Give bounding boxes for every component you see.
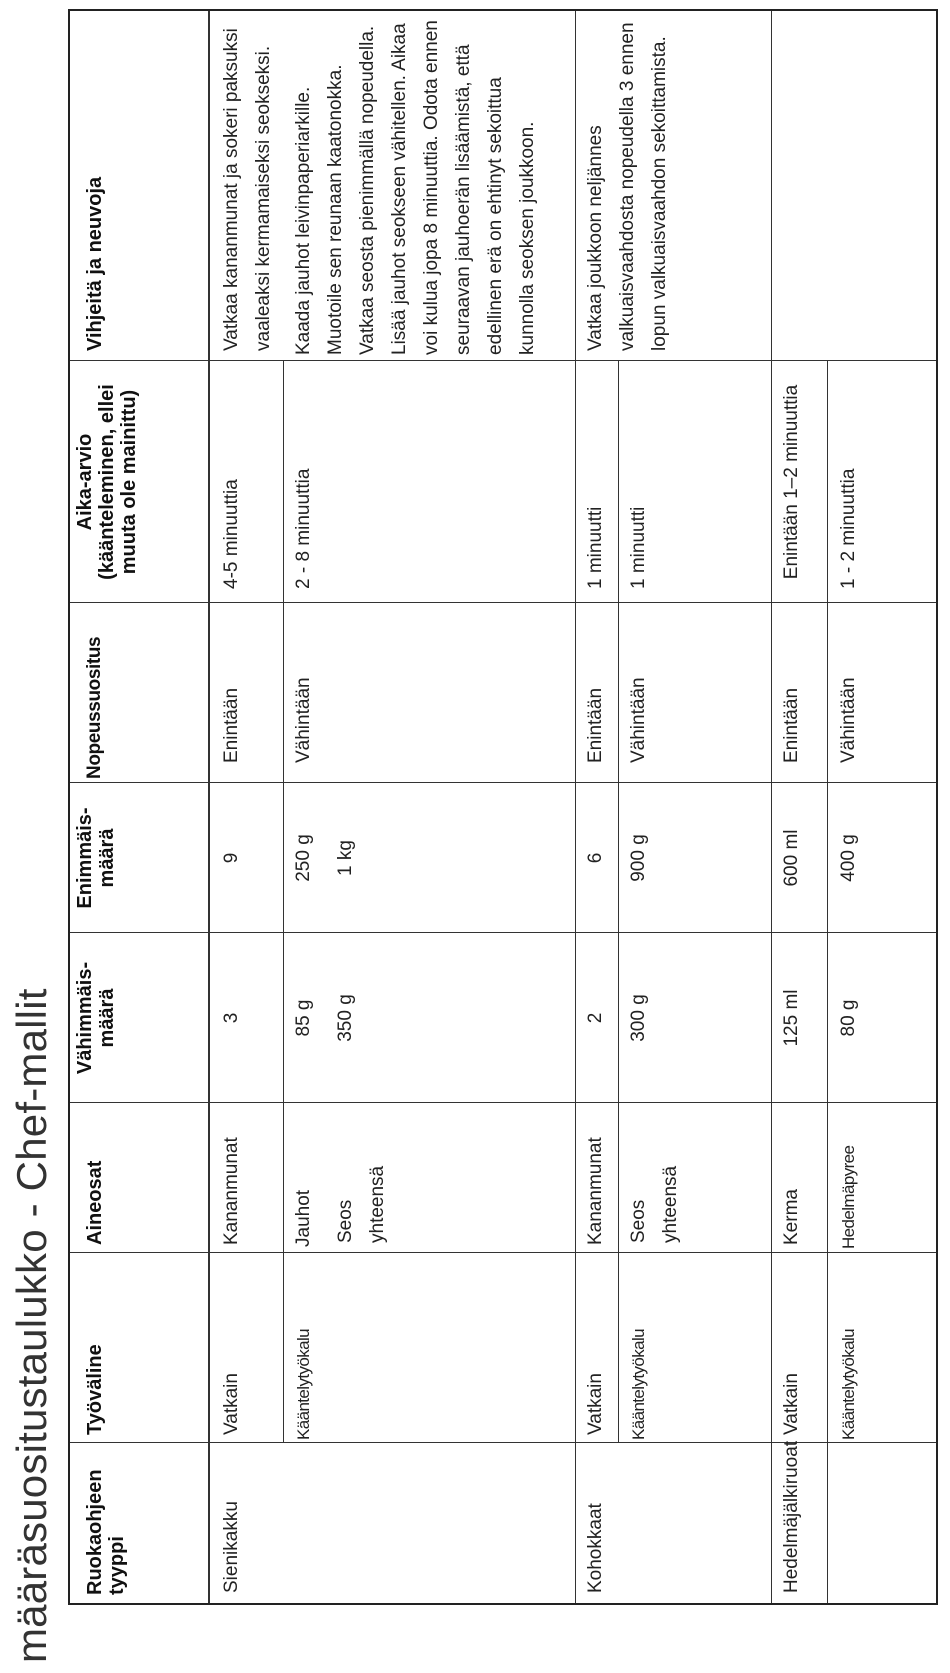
header-time: Aika-arvio (kääntelеminen, ellei muuta ole mainittu) bbox=[74, 384, 140, 580]
time: 1 - 2 minuuttia bbox=[838, 468, 859, 589]
max-amount: 6 bbox=[585, 852, 606, 864]
time: 1 minuutti bbox=[628, 506, 649, 589]
tip-sienikakku-1: Vatkaa kananmunat ja sokeri paksuksi vaaleaksi kermamaiseksi seokseksi. bbox=[221, 28, 274, 351]
time: Enintään 1–2 minuuttia bbox=[781, 384, 802, 580]
ingredient: Jauhot bbox=[293, 1189, 314, 1247]
tool-vatkain: Vatkain bbox=[221, 1373, 242, 1435]
header-speed: Nopeussuositus bbox=[84, 636, 105, 779]
page-title: määräsuositustaulukko - Chef-mallit bbox=[8, 988, 55, 1663]
sub-divider-sienikakku bbox=[283, 361, 284, 1443]
min-amount: 350 g bbox=[335, 994, 356, 1042]
speed: Enintään bbox=[781, 687, 802, 763]
header-divider bbox=[208, 11, 210, 1603]
min-amount: 125 ml bbox=[781, 989, 802, 1047]
speed: Enintään bbox=[221, 687, 242, 763]
ingredient: Kerma bbox=[781, 1189, 802, 1245]
tip-kohokkaat: Vatkaa joukkoon neljännes valkuaisvaahdosta nopeudella 3 ennen lopun valkuaisvaahdon sekoittamista. bbox=[585, 22, 670, 351]
row-divider-kohokkaat bbox=[575, 11, 576, 1603]
min-amount: 85 g bbox=[293, 999, 314, 1037]
header-min: Vähimmäis-määrä bbox=[74, 961, 118, 1075]
row-divider-hedelma bbox=[771, 11, 772, 1603]
header-type: Ruokaohjeen tyyppi bbox=[84, 1469, 128, 1595]
header-tool: Työväline bbox=[84, 1344, 106, 1435]
tool-vatkain: Vatkain bbox=[781, 1373, 802, 1435]
ingredient: Seos yhteensä bbox=[335, 1165, 388, 1243]
tool-kaantelytyokalu: Kääntelytyökalu bbox=[629, 1328, 648, 1440]
type-hedelmajalkiruoat: Hedelmäjälkiruoat bbox=[781, 1440, 802, 1593]
sub-col-divider bbox=[283, 1102, 575, 1103]
ingredient: Kananmunat bbox=[221, 1137, 242, 1245]
time: 2 - 8 minuuttia bbox=[293, 468, 314, 589]
tool-kaantelytyokalu: Kääntelytyökalu bbox=[839, 1328, 858, 1440]
min-amount: 80 g bbox=[838, 999, 859, 1037]
speed: Enintään bbox=[585, 687, 606, 763]
sub-divider-kohokkaat bbox=[618, 361, 619, 1443]
max-amount: 400 g bbox=[838, 834, 859, 882]
min-amount: 300 g bbox=[628, 994, 649, 1042]
max-amount: 1 kg bbox=[335, 840, 356, 876]
tool-vatkain: Vatkain bbox=[585, 1373, 606, 1435]
header-ingredients: Aineosat bbox=[84, 1160, 106, 1245]
min-amount: 3 bbox=[221, 1012, 242, 1024]
time: 4-5 minuuttia bbox=[221, 479, 242, 589]
speed: Vähintään bbox=[293, 677, 314, 763]
sub-divider-hedelma bbox=[827, 361, 828, 1603]
min-amount: 2 bbox=[585, 1012, 606, 1024]
col-divider bbox=[70, 1252, 936, 1253]
recommendation-table bbox=[68, 9, 938, 1605]
header-max: Enimmäis-määrä bbox=[74, 807, 118, 909]
max-amount: 9 bbox=[221, 852, 242, 864]
col-divider bbox=[70, 360, 936, 361]
tool-kaantelytyokalu: Kääntelytyökalu bbox=[294, 1328, 313, 1440]
type-kohokkaat: Kohokkaat bbox=[585, 1503, 606, 1593]
max-amount: 600 ml bbox=[781, 829, 802, 887]
sub-col-divider bbox=[283, 932, 575, 933]
tip-sienikakku-2: Kaada jauhot leivinpaperiarkille. Muotoile sen reunaan kaatonokka. Vatkaa seosta pienimmällä nopeudella. Lisää jauhot seokseen vähitellen. Aikaa voi kulua jopa 8 minuuttia. Odota ennen seuraavan jauhoerän lisäämistä, että edellinen erä on ehtinyt sekoittua kunnolla seoksen joukkoon. bbox=[293, 20, 538, 355]
speed: Vähintään bbox=[838, 677, 859, 763]
ingredient: Hedelmäpyree bbox=[839, 1145, 858, 1249]
speed: Vähintään bbox=[628, 677, 649, 763]
ingredient: Seos yhteensä bbox=[628, 1165, 681, 1243]
time: 1 minuutti bbox=[585, 506, 606, 589]
max-amount: 900 g bbox=[628, 834, 649, 882]
type-sienikakku: Sienikakku bbox=[221, 1501, 242, 1593]
max-amount: 250 g bbox=[293, 834, 314, 882]
header-tips: Vihjeitä ja neuvoja bbox=[84, 176, 106, 351]
ingredient: Kananmunat bbox=[585, 1137, 606, 1245]
col-divider bbox=[70, 602, 936, 603]
